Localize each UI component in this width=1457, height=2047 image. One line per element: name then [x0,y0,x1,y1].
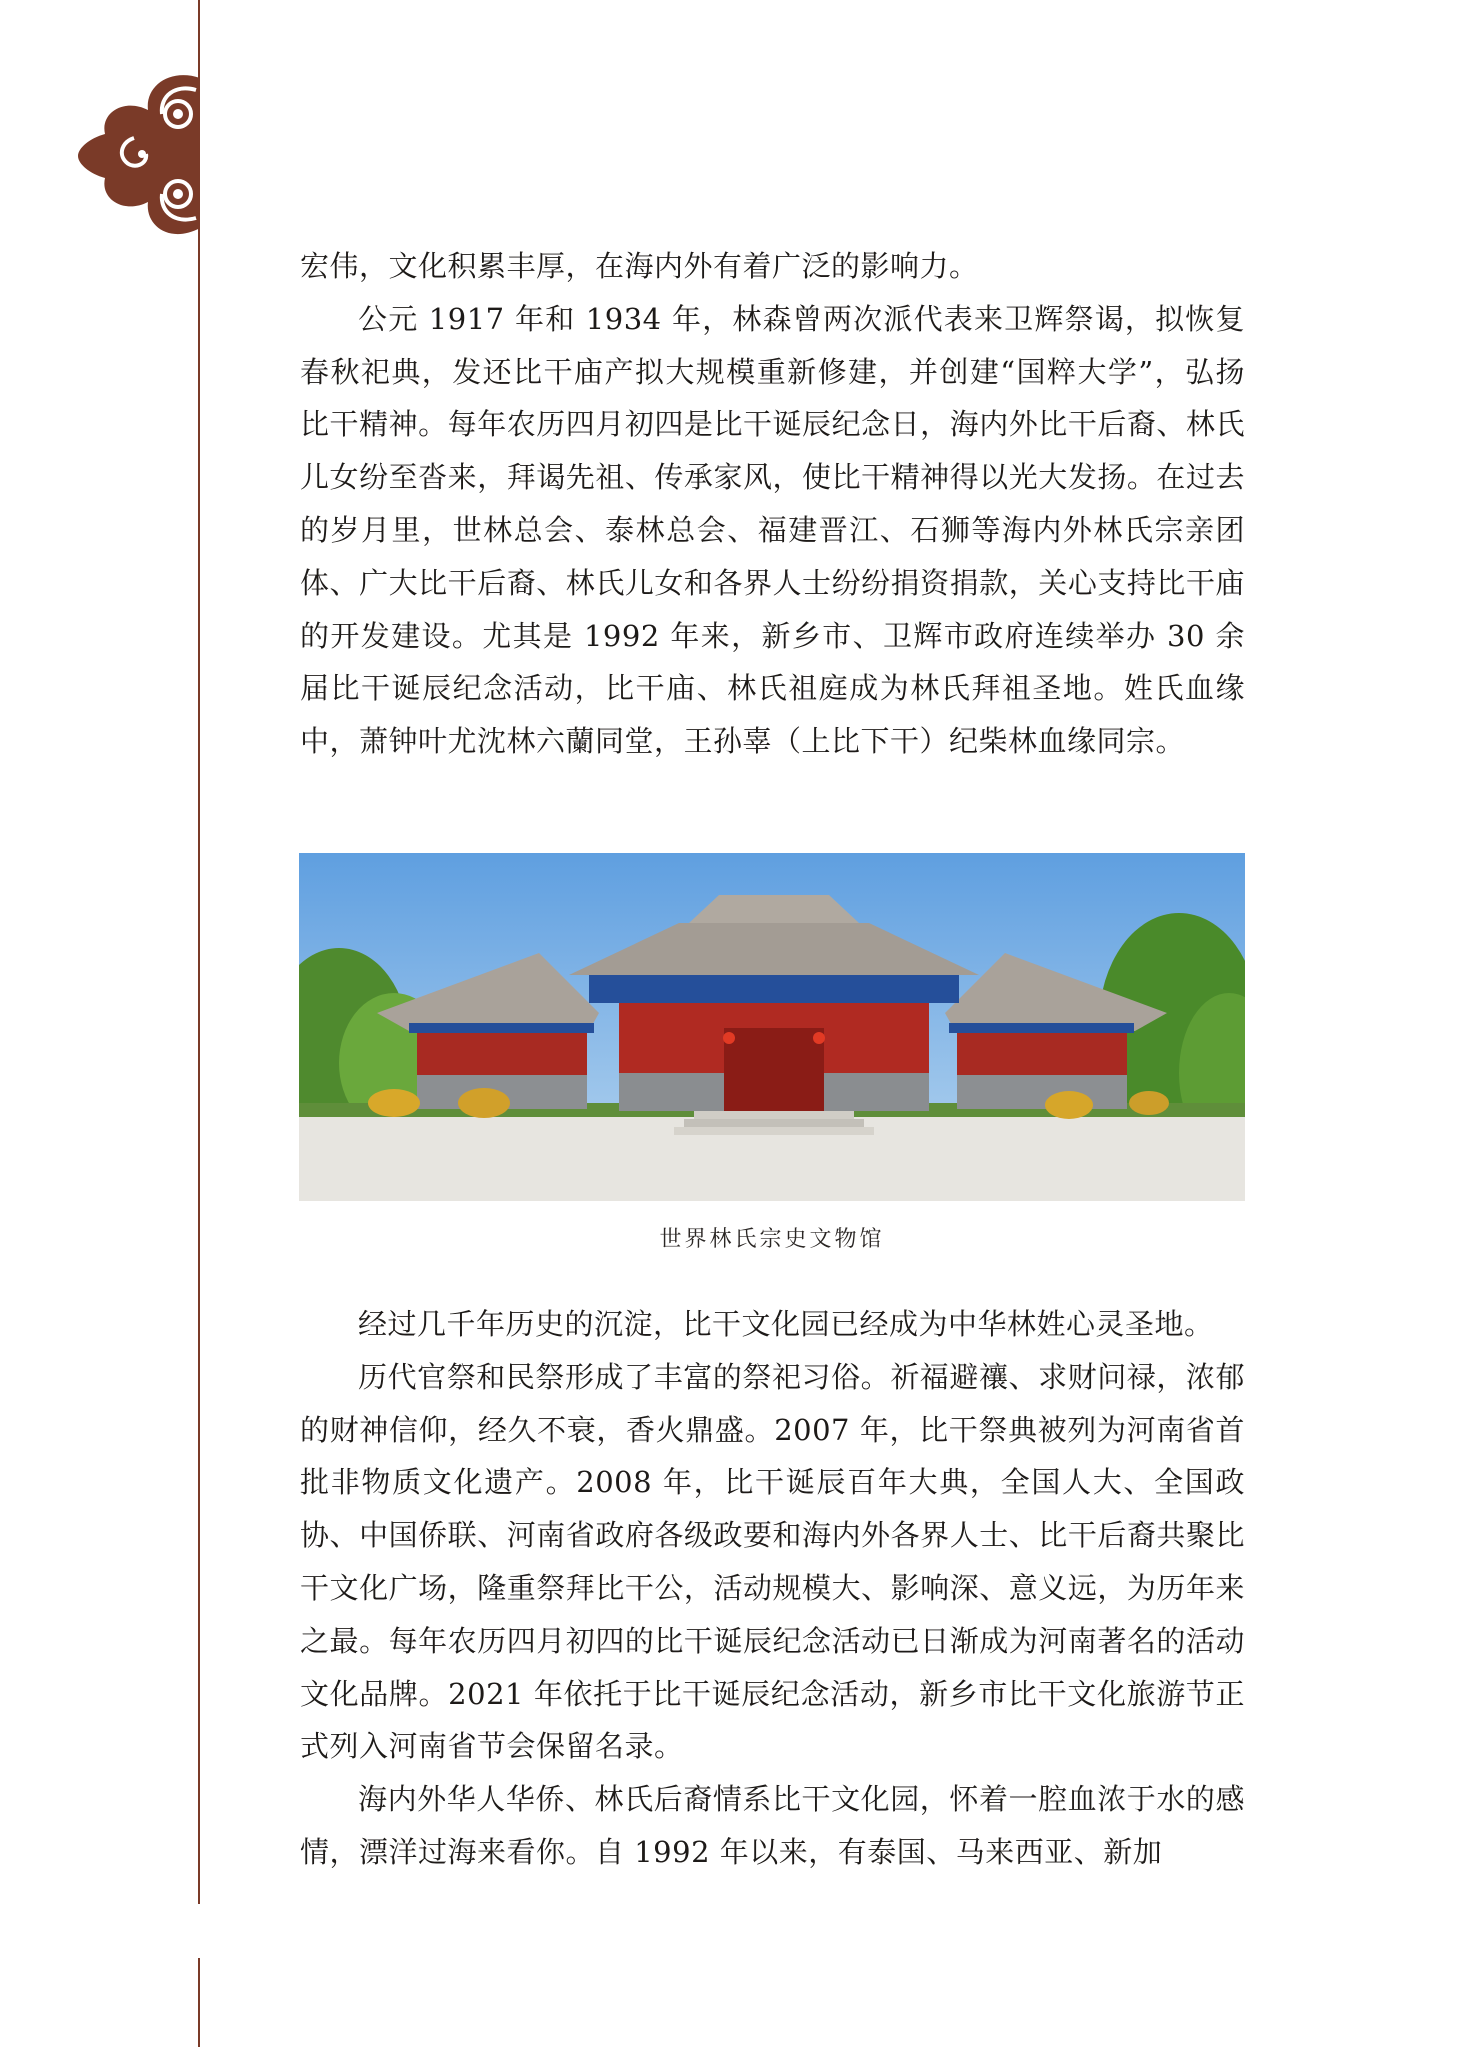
paragraph: 海内外华人华侨、林氏后裔情系比干文化园，怀着一腔血浓于水的感情，漂洋过海来看你。自 1992 年以来，有泰国、马来西亚、新加 [300,1782,1245,1869]
photo-caption: 世界林氏宗史文物馆 [659,1227,885,1252]
margin-rule-lower [198,1958,200,2047]
paragraph: 宏伟，文化积累丰厚，在海内外有着广泛的影响力。 [300,249,979,283]
paragraph: 经过几千年历史的沉淀，比干文化园已经成为中华林姓心灵圣地。 [358,1307,1214,1341]
paragraph: 公元 1917 年和 1934 年，林森曾两次派代表来卫辉祭谒，拟恢复春秋祀典，发还比干庙产拟大规模重新修建，并创建“国粹大学”，弘扬比干精神。每年农历四月初四是比干诞辰纪念日，海内外比干后裔、林氏儿女纷至沓来，拜谒先祖、传承家风，使比干精神得以光大发扬。在过去的岁月里，世林总会、泰林总会、福建晋江、石狮等海内外林氏宗亲团体、广大比干后裔、林氏儿女和各界人士纷纷捐资捐款，关心支持比干庙的开发建设。尤其是 1992 年来，新乡市、卫辉市政府连续举办 30 余届比干诞辰纪念活动，比干庙、林氏祖庭成为林氏拜祖圣地。姓氏血缘中，萧钟叶尤沈林六蘭同堂，王孙辜（上比下干）纪柴林血缘同宗。 [300,301,1245,759]
body-text-top [300,240,1245,768]
paragraph: 历代官祭和民祭形成了丰富的祭祀习俗。祈福避禳、求财问禄，浓郁的财神信仰，经久不衰，香火鼎盛。2007 年，比干祭典被列为河南省首批非物质文化遗产。2008 年，比干诞辰百年大典，全国人大、全国政协、中国侨联、河南省政府各级政要和海内外各界人士、比干后裔共聚比干文化广场，隆重祭拜比干公，活动规模大、影响深、意义远，为历年来之最。每年农历四月初四的比干诞辰纪念活动已日渐成为河南著名的活动文化品牌。2021 年依托于比干诞辰纪念活动，新乡市比干文化旅游节正式列入河南省节会保留名录。 [300,1359,1245,1764]
body-text-bottom [300,1298,1245,1879]
margin-rule [198,0,200,1904]
museum-photo [299,853,1245,1201]
cloud-ornament-icon [70,68,205,238]
